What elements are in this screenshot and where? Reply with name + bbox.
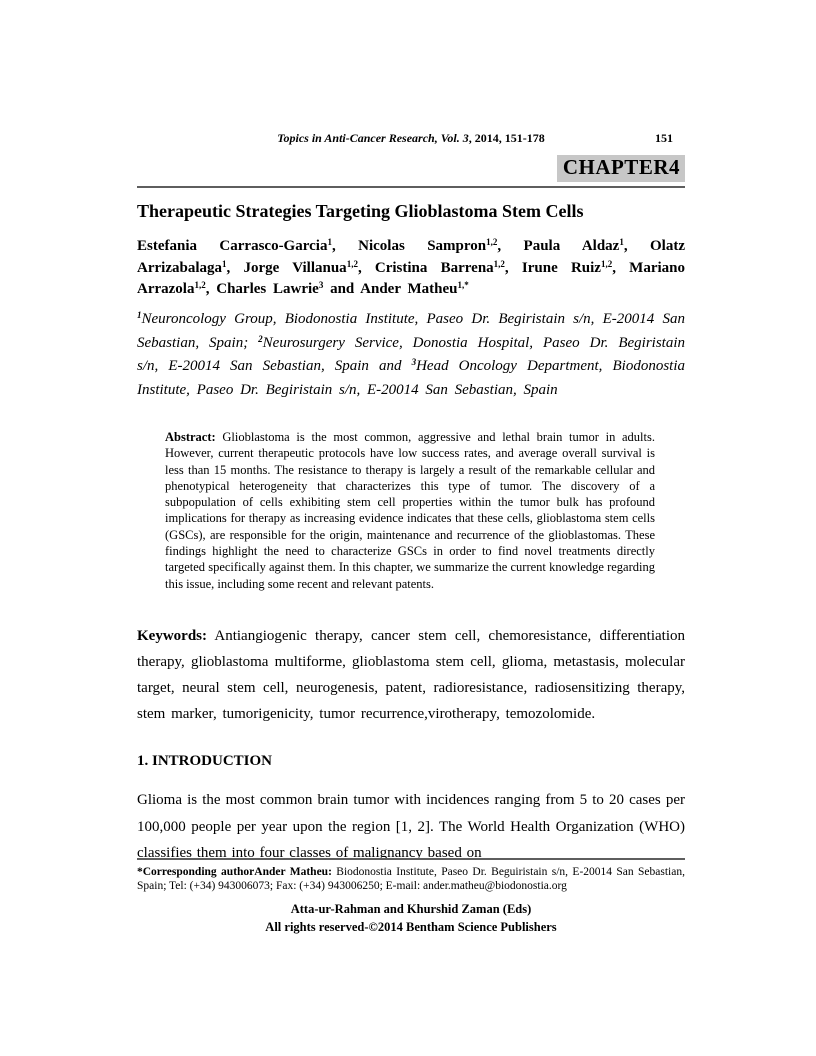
abstract-label: Abstract:: [165, 430, 216, 444]
section-heading-introduction: 1. INTRODUCTION: [137, 753, 273, 769]
publisher-credit: [137, 901, 685, 936]
text-column: [137, 131, 685, 1056]
abstract-block: [165, 429, 655, 592]
page-number: 151: [655, 131, 673, 145]
keywords-label: Keywords:: [137, 628, 207, 644]
footnote-text: Biodonostia Institute, Paseo Dr. Beguiristain s/n, E-20014 San Sebastian, Spain; Tel: (+34) 943006073; Fax: (+34) 943006250; E-mail: ander.matheu@biodonostia.org: [137, 866, 685, 892]
chapter-title: Therapeutic Strategies Targeting Glioblastoma Stem Cells: [137, 201, 584, 221]
affiliations: $^1$Neuroncology Group, Biodonostia Institute, Paseo Dr. Begiristain s/n, E-20014 San Sebastian, Spain; $^2$Neurosurgery Service, Donostia Hospital, Paseo Dr. Begiristain s/n, E-20014 San Sebastian, Spain and $^3$Head Oncology Department, Biodonostia Institute, Paseo Dr. Begiristain s/n, E-20014 San Sebastian, Spain: [137, 310, 685, 398]
running-head-journal: Topics in Anti-Cancer Research, Vol. 3: [277, 131, 469, 145]
keywords-text: Antiangiogenic therapy, cancer stem cell, chemoresistance, differentiation therapy, glioblastoma multiforme, glioblastoma stem cell, glioma, metastasis, molecular target, neural stem cell, neurogenesis, patent, radioresistance, radiosensitizing therapy, stem marker, tumorigenicity, tumor recurrence,virotherapy, temozolomide.: [137, 628, 685, 722]
copyright-line: All rights reserved-©2014 Bentham Science Publishers: [265, 919, 557, 934]
abstract-text: Glioblastoma is the most common, aggressive and lethal brain tumor in adults. However, current therapeutic protocols have low success rates, and average overall survival is less than 15 months. The resistance to therapy is largely a result of the remarkable cellular and phenotypical heterogeneity that characterizes this type of tumor. The discovery of a subpopulation of cells exhibiting stem cell properties within the tumor bulk has profound implications for therapy as increasing evidence indicates that these cells, glioblastoma stem cells (GSCs), are responsible for the origin, maintenance and recurrence of the glioblastomas. These findings highlight the need to characterize GSCs in order to find novel treatments directly targeted specifically against them. In this chapter, we summarize the current knowledge regarding this issue, including some recent and relevant patents.: [165, 430, 655, 591]
authors-line: Estefania Carrasco-Garcia$^1$, Nicolas Sampron$^{1,2}$, Paula Aldaz$^1$, Olatz Arrizabalaga$^1$, Jorge Villanua$^{1,2}$, Cristina Barrena$^{1,2}$, Irune Ruiz$^{1,2}$, Mariano Arrazola$^{1,2}$, Charles Lawrie$^3$ and Ander Matheu$^{1,*}$: [137, 237, 685, 297]
corresponding-author-note: [137, 858, 685, 893]
intro-paragraph: Glioma is the most common brain tumor with incidences ranging from 5 to 20 cases per 100,000 people per year upon the region [1, 2]. The World Health Organization (WHO) classifies them into four classes of malignancy based on: [137, 792, 685, 861]
chapter-row: [137, 155, 685, 182]
chapter-badge: CHAPTER4: [557, 155, 685, 182]
running-head-volume: , 2014, 151-178: [468, 131, 545, 145]
keywords-block: [137, 623, 685, 727]
running-head: [137, 131, 685, 146]
footnote-label: *Corresponding authorAnder Matheu:: [137, 866, 332, 878]
editors-line: Atta-ur-Rahman and Khurshid Zaman (Eds): [290, 902, 532, 916]
header-rule: [137, 186, 685, 188]
